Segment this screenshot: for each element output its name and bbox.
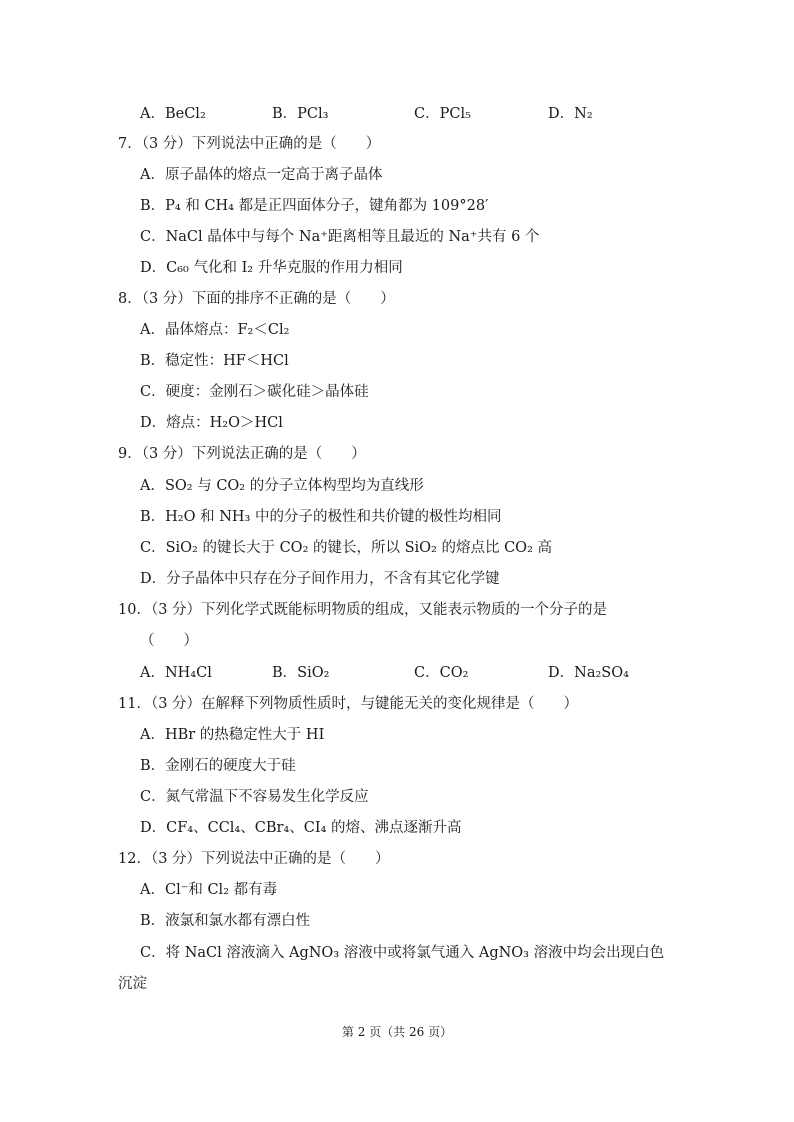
q12-option-c-continued: 沉淀 [118,976,147,992]
q10-stem: 10．（3 分）下列化学式既能标明物质的组成，又能表示物质的一个分子的是 [118,602,608,618]
q8-option-b: B．稳定性：HF＜HCl [140,353,289,369]
q11-option-c: C．氮气常温下不容易发生化学反应 [140,789,369,805]
q11-stem: 11．（3 分）在解释下列物质性质时，与键能无关的变化规律是（ ） [118,696,579,712]
q8-option-c: C．硬度：金刚石＞碳化硅＞晶体硅 [140,384,369,400]
q9-stem: 9．（3 分）下列说法正确的是（ ） [118,446,366,462]
q9-option-d: D．分子晶体中只存在分子间作用力，不含有其它化学键 [140,571,500,587]
q12-option-b: B．液氯和氯水都有漂白性 [140,913,311,929]
q6-option-a: A．BeCl₂ [140,106,206,122]
q12-option-a: A．Cl⁻和 Cl₂ 都有毒 [140,882,278,898]
q10-stem-continued: （ ） [140,633,198,649]
q6-options [140,104,660,124]
q10-option-d: D．Na₂SO₄ [548,665,629,681]
q9-option-a: A．SO₂ 与 CO₂ 的分子立体构型均为直线形 [140,478,424,494]
q10-options [140,663,660,683]
q12-option-c: C．将 NaCl 溶液滴入 AgNO₃ 溶液中或将氯气通入 AgNO₃ 溶液中均会出现白色 [140,945,665,961]
q7-option-a: A．原子晶体的熔点一定高于离子晶体 [140,167,383,183]
q8-option-d: D．熔点：H₂O＞HCl [140,415,283,431]
q6-option-d: D．N₂ [548,106,593,122]
q11-option-b: B．金刚石的硬度大于硅 [140,758,296,774]
q10-option-a: A．NH₄Cl [140,665,212,681]
q10-option-b: B．SiO₂ [272,665,330,681]
q6-option-c: C．PCl₅ [414,106,471,122]
q11-option-a: A．HBr 的热稳定性大于 HI [140,727,325,743]
q7-option-b: B．P₄ 和 CH₄ 都是正四面体分子，键角都为 109°28′ [140,198,489,214]
q9-option-c: C．SiO₂ 的键长大于 CO₂ 的键长，所以 SiO₂ 的熔点比 CO₂ 高 [140,540,552,556]
q8-option-a: A．晶体熔点：F₂＜Cl₂ [140,322,290,338]
q7-option-d: D．C₆₀ 气化和 I₂ 升华克服的作用力相同 [140,260,403,276]
q6-option-b: B．PCl₃ [272,106,329,122]
page-footer: 第 2 页（共 26 页） [341,1025,453,1039]
q7-option-c: C．NaCl 晶体中与每个 Na⁺距离相等且最近的 Na⁺共有 6 个 [140,229,540,245]
q8-stem: 8．（3 分）下面的排序不正确的是（ ） [118,291,395,307]
q11-option-d: D．CF₄、CCl₄、CBr₄、CI₄ 的熔、沸点逐渐升高 [140,820,462,836]
q9-option-b: B．H₂O 和 NH₃ 中的分子的极性和共价键的极性均相同 [140,509,502,525]
q12-stem: 12．（3 分）下列说法中正确的是（ ） [118,851,390,867]
q7-stem: 7．（3 分）下列说法中正确的是（ ） [118,136,381,152]
q10-option-c: C．CO₂ [414,665,469,681]
